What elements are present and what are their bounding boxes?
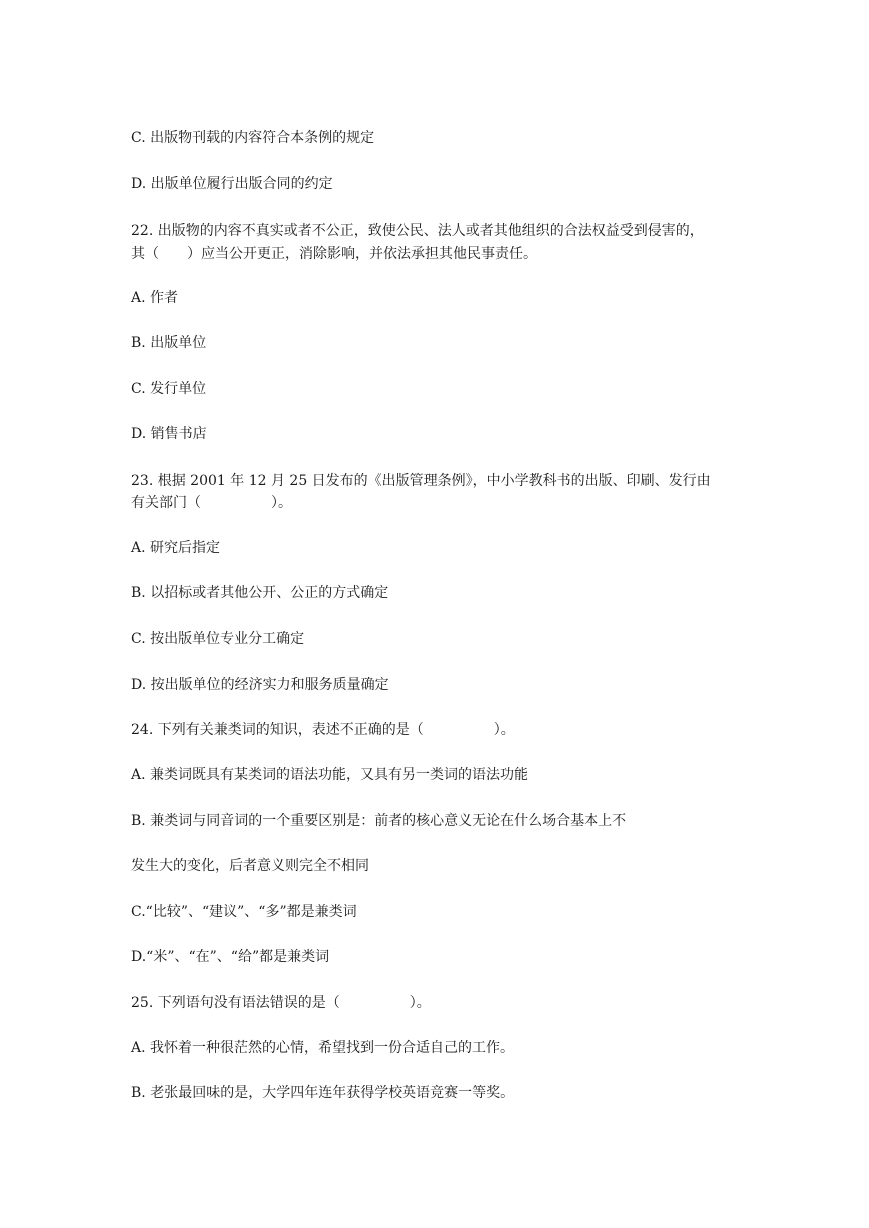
option-23-a: A. 研究后指定 bbox=[131, 540, 221, 556]
option-22-a: A. 作者 bbox=[131, 290, 179, 306]
option-23-b: B. 以招标或者其他公开、公正的方式确定 bbox=[131, 585, 389, 601]
question-22-line-2: 其（ ）应当公开更正，消除影响，并依法承担其他民事责任。 bbox=[131, 246, 537, 262]
option-24-c: C.“比较”、“建议”、“多”都是兼类词 bbox=[131, 904, 357, 920]
option-24-a: A. 兼类词既具有某类词的语法功能，又具有另一类词的语法功能 bbox=[131, 767, 529, 783]
option-25-b: B. 老张最回味的是，大学四年连年获得学校英语竞赛一等奖。 bbox=[131, 1085, 515, 1101]
option-23-c: C. 按出版单位专业分工确定 bbox=[131, 631, 305, 647]
option-23-d: D. 按出版单位的经济实力和服务质量确定 bbox=[131, 677, 389, 693]
option-21-d: D. 出版单位履行出版合同的约定 bbox=[131, 176, 333, 192]
option-22-d: D. 销售书店 bbox=[131, 426, 207, 442]
question-23-line-1: 23. 根据 2001 年 12 月 25 日发布的《出版管理条例》，中小学教科书的出版、印刷、发行由 bbox=[131, 473, 711, 489]
option-24-b-line-2: 发生大的变化，后者意义则完全不相同 bbox=[131, 858, 369, 874]
option-22-c: C. 发行单位 bbox=[131, 381, 207, 397]
option-24-d: D.“米”、“在”、“给”都是兼类词 bbox=[131, 949, 330, 965]
option-22-b: B. 出版单位 bbox=[131, 335, 207, 351]
question-22-line-1: 22. 出版物的内容不真实或者不公正，致使公民、法人或者其他组织的合法权益受到侵害的， bbox=[131, 223, 704, 239]
question-25: 25. 下列语句没有语法错误的是（ ）。 bbox=[131, 995, 431, 1011]
question-23-line-2: 有关部门（ ）。 bbox=[131, 495, 292, 511]
option-24-b-line-1: B. 兼类词与同音词的一个重要区别是：前者的核心意义无论在什么场合基本上不 bbox=[131, 813, 627, 829]
question-24: 24. 下列有关兼类词的知识，表述不正确的是（ ）。 bbox=[131, 722, 515, 738]
option-21-c: C. 出版物刊载的内容符合本条例的规定 bbox=[131, 130, 375, 146]
option-25-a: A. 我怀着一种很茫然的心情，希望找到一份合适自己的工作。 bbox=[131, 1040, 515, 1056]
